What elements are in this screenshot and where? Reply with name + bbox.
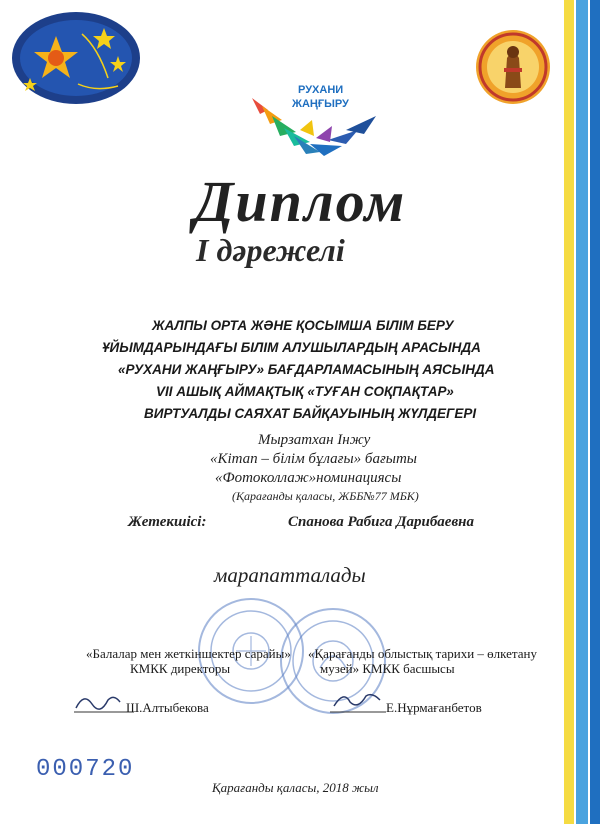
heading-line-5: ВИРТУАЛДЫ САЯХАТ БАЙҚАУЫНЫҢ ЖҮЛДЕГЕРІ — [144, 406, 477, 421]
diploma-title: Диплом — [193, 169, 407, 234]
museum-medallion-logo — [474, 28, 552, 111]
left-signatory-org: «Балалар мен жеткіншектер сарайы» — [86, 646, 291, 661]
awarded-text: марапатталады — [214, 563, 366, 587]
logo-text-line1: РУХАНИ — [298, 84, 344, 96]
left-signatory-name: Ш.Алтыбекова — [126, 700, 209, 715]
city-year: Қарағанды қаласы, 2018 жыл — [212, 780, 379, 795]
recipient-name: Мырзатхан Інжу — [258, 432, 371, 448]
serial-number: 000720 — [36, 756, 135, 783]
right-signatory-org: «Қарағанды облыстық тарихи – өлкетану — [308, 646, 537, 661]
heading-line-2: ҰЙЫМДАРЫНДАҒЫ БІЛІМ АЛУШЫЛАРДЫҢ АРАСЫНДА — [102, 340, 481, 355]
diploma-degree: І дәрежелі — [196, 232, 345, 268]
heading-line-1: ЖАЛПЫ ОРТА ЖӘНЕ ҚОСЫМША БІЛІМ БЕРУ — [152, 318, 454, 333]
right-signatory-position: музей» КМКК басшысы — [320, 661, 455, 676]
leader-name: Спанова Рабига Дарибаевна — [288, 514, 474, 530]
left-signatory-position: КМКК директоры — [130, 661, 231, 676]
recipient-organization: (Қарағанды қаласы, ЖББ№77 МБК) — [232, 489, 419, 503]
recipient-direction: «Кітап – білім бұлағы» бағыты — [210, 451, 417, 467]
recipient-nomination: «Фотоколлаж»номинациясы — [215, 470, 402, 486]
decorative-side-stripe — [554, 0, 600, 824]
palace-emblem-logo — [8, 8, 143, 113]
heading-line-3: «РУХАНИ ЖАҢҒЫРУ» БАҒДАРЛАМАСЫНЫҢ АЯСЫНДА — [118, 362, 495, 377]
left-signature — [74, 688, 134, 719]
right-signature — [330, 688, 386, 719]
leader-label: Жетекшісі: — [128, 514, 207, 530]
heading-line-4: VII АШЫҚ АЙМАҚТЫҚ «ТУҒАН СОҚПАҚТАР» — [156, 384, 454, 399]
logo-text-line2: ЖАҢҒЫРУ — [292, 98, 349, 110]
right-signatory-name: Е.Нұрмағанбетов — [386, 700, 482, 715]
